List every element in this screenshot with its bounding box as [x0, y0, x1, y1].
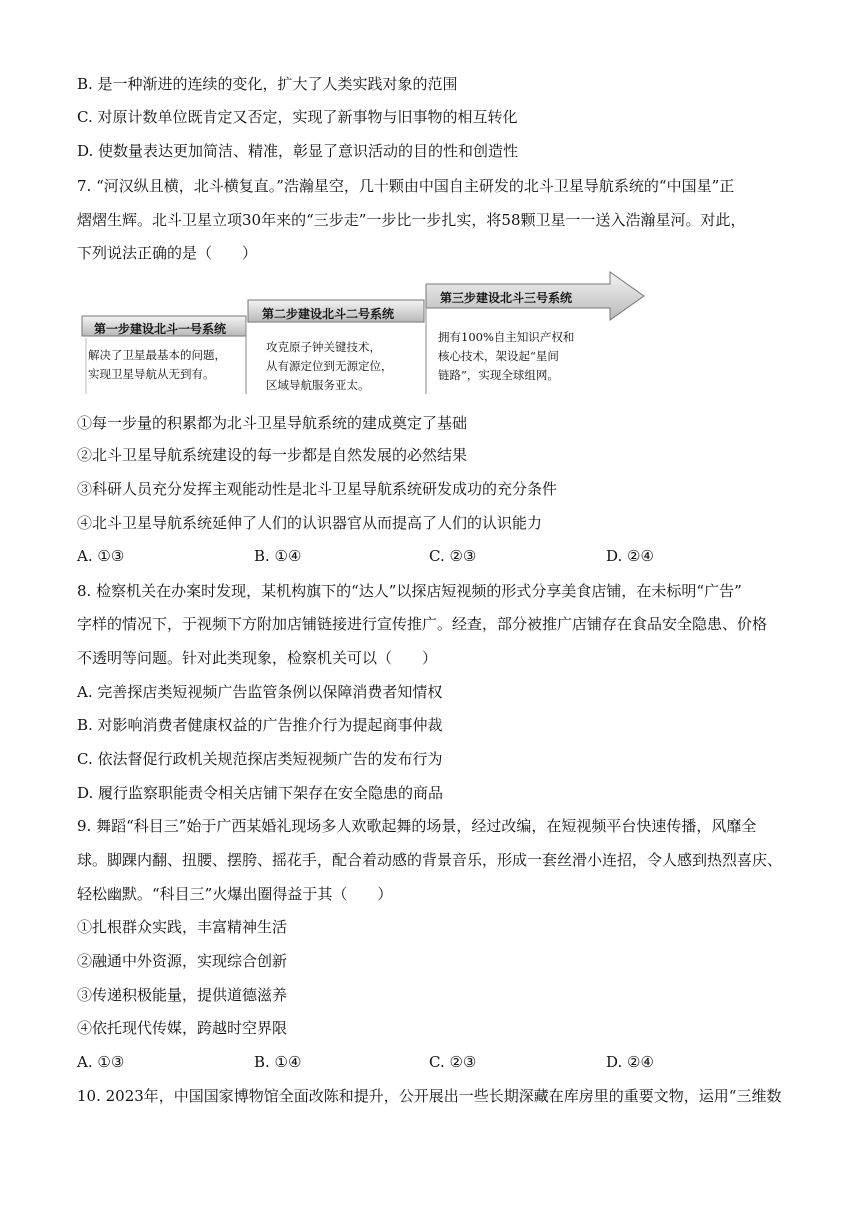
- q9-option-d: D. ②④: [606, 1053, 654, 1071]
- step-1-desc-line-1: 解决了卫星最基本的问题，: [88, 348, 226, 362]
- q7-stem-line-2: 熠熠生辉。北斗卫星立项30年来的“三步走”一步比一步扎实，将58颗卫星一一送入浩瀚星河。对此，: [77, 211, 746, 229]
- q9-stem-line-3: 轻松幽默。“科目三”火爆出圈得益于其（ ）: [77, 885, 393, 903]
- q8-option-b: B. 对影响消费者健康权益的广告推介行为提起商事仲裁: [77, 716, 443, 734]
- step-2-desc-line-2: 从有源定位到无源定位，: [266, 359, 393, 373]
- step-2-desc-line-1: 攻克原子钟关键技术，: [266, 340, 381, 354]
- q9-item-1: ①扎根群众实践，丰富精神生活: [77, 918, 288, 936]
- q9-item-4: ④依托现代传媒，跨越时空界限: [77, 1019, 288, 1037]
- q7-item-3: ③科研人员充分发挥主观能动性是北斗卫星导航系统研发成功的充分条件: [77, 480, 558, 498]
- step-3-desc-line-2: 核心技术，架设起“星间: [438, 349, 559, 363]
- q7-option-a: A. ①③: [77, 547, 125, 565]
- q7-option-d: D. ②④: [606, 547, 654, 565]
- step-2-label: 第二步建设北斗二号系统: [262, 307, 395, 321]
- step-3-label: 第三步建设北斗三号系统: [440, 291, 573, 305]
- q8-stem-line-3: 不透明等问题。针对此类现象，检察机关可以（ ）: [77, 649, 438, 667]
- q8-stem-line-1: 8. 检察机关在办案时发现，某机构旗下的“达人”以探店短视频的形式分享美食店铺，在未标明“广告”: [77, 582, 742, 600]
- q6-option-b: B. 是一种渐进的连续的变化，扩大了人类实践对象的范围: [77, 75, 458, 93]
- q10-stem-line-1: 10. 2023年，中国国家博物馆全面改陈和提升，公开展出一些长期深藏在库房里的重要文物，运用“三维数: [77, 1087, 782, 1105]
- q8-stem-line-2: 字样的情况下，于视频下方附加店铺链接进行宣传推广。经查，部分被推广店铺存在食品安全隐患、价格: [77, 615, 768, 633]
- q9-item-3: ③传递积极能量，提供道德滋养: [77, 986, 288, 1004]
- q9-stem-line-1: 9. 舞蹈“科目三”始于广西某婚礼现场多人欢歌起舞的场景，经过改编，在短视频平台快速传播，风靡全: [77, 817, 757, 835]
- q8-option-c: C. 依法督促行政机关规范探店类短视频广告的发布行为: [77, 750, 443, 768]
- q7-stem-line-1: 7. “河汉纵且横，北斗横复直。”浩瀚星空，几十颗由中国自主研发的北斗卫星导航系统的“中国星”正: [77, 177, 735, 195]
- step-3-desc-line-1: 拥有100%自主知识产权和: [438, 330, 575, 344]
- q7-item-1: ①每一步量的积累都为北斗卫星导航系统的建成奠定了基础: [77, 414, 468, 432]
- q9-stem-line-2: 球。脚踝内翻、扭腰、摆胯、摇花手，配合着动感的背景音乐，形成一套丝滑小连招，令人感到热烈喜庆、: [77, 851, 783, 869]
- q6-option-c: C. 对原计数单位既肯定又否定，实现了新事物与旧事物的相互转化: [77, 108, 518, 126]
- q6-option-d: D. 使数量表达更加简洁、精准，彰显了意识活动的目的性和创造性: [77, 142, 519, 160]
- q7-item-2: ②北斗卫星导航系统建设的每一步都是自然发展的必然结果: [77, 446, 468, 464]
- q9-item-2: ②融通中外资源，实现综合创新: [77, 952, 288, 970]
- step-3-desc-line-3: 链路”，实现全球组网。: [438, 368, 559, 382]
- step-1-desc-line-2: 实现卫星导航从无到有。: [88, 367, 215, 381]
- q9-option-b: B. ①④: [254, 1053, 302, 1071]
- step-1-label: 第一步建设北斗一号系统: [94, 322, 227, 336]
- q7-item-4: ④北斗卫星导航系统延伸了人们的认识器官从而提高了人们的认识能力: [77, 514, 543, 532]
- q7-option-b: B. ①④: [254, 547, 302, 565]
- q9-option-c: C. ②③: [429, 1053, 477, 1071]
- q9-option-a: A. ①③: [77, 1053, 125, 1071]
- q8-option-a: A. 完善探店类短视频广告监管条例以保障消费者知情权: [77, 683, 443, 701]
- q7-option-c: C. ②③: [429, 547, 477, 565]
- beidou-three-steps-figure: [80, 270, 650, 400]
- step-2-desc-line-3: 区域导航服务亚太。: [266, 378, 370, 392]
- q8-option-d: D. 履行监察职能责令相关店铺下架存在安全隐患的商品: [77, 784, 444, 802]
- q7-stem-line-3: 下列说法正确的是（ ）: [77, 244, 258, 262]
